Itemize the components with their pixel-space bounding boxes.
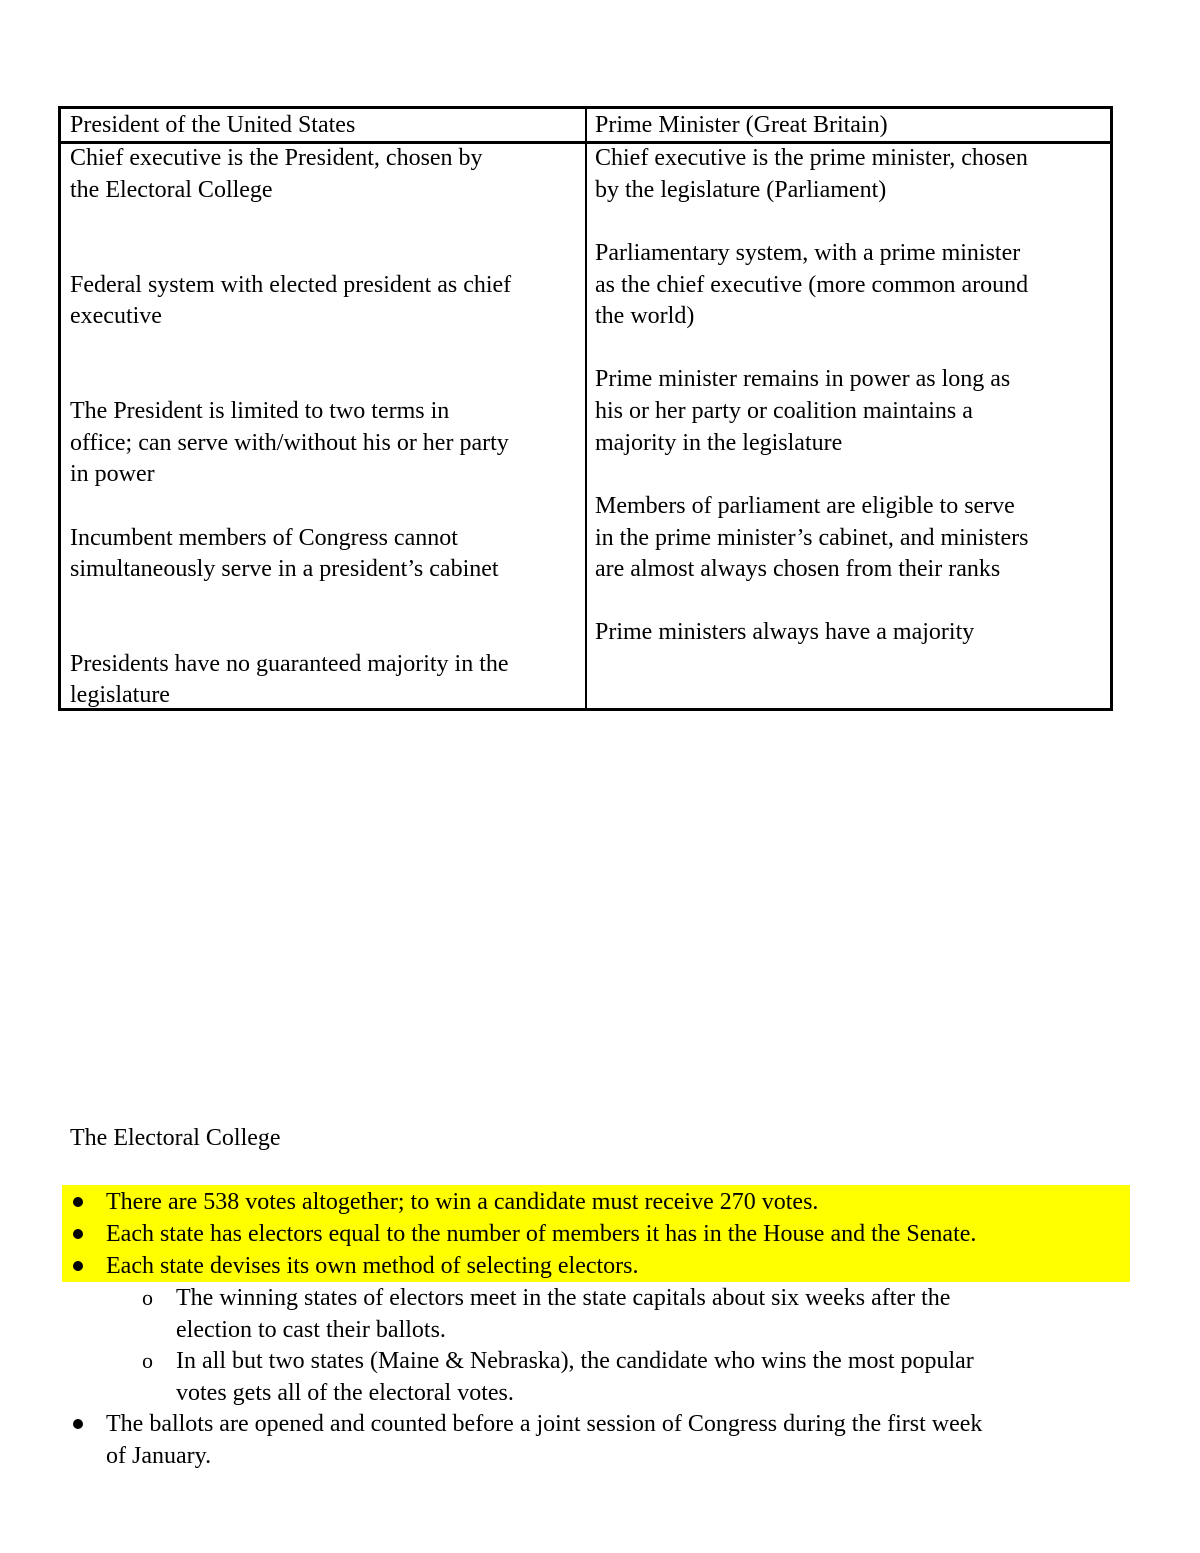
president-row-2-line-1: Federal system with elected president as chief: [70, 272, 512, 298]
president-row-5-line-2: legislature: [70, 682, 170, 708]
president-row-4-line-1: Incumbent members of Congress cannot: [70, 525, 458, 551]
pm-row-3-line-2: his or her party or coalition maintains a: [595, 398, 973, 424]
pm-row-4-line-1: Members of parliament are eligible to serve: [595, 493, 1015, 519]
bullet-icon: [73, 1229, 83, 1239]
sub-item-2-line-2: votes gets all of the electoral votes.: [176, 1380, 514, 1406]
list-item-ballots-line-2: of January.: [106, 1443, 212, 1469]
pm-row-4-line-2: in the prime minister’s cabinet, and ministers: [595, 525, 1029, 551]
pm-row-1-line-1: Chief executive is the prime minister, chosen: [595, 145, 1028, 171]
sub-bullet-icon: o: [142, 1285, 153, 1310]
pm-row-3-line-3: majority in the legislature: [595, 430, 843, 456]
list-item-ballots-line-1: The ballots are opened and counted before a joint session of Congress during the first week: [106, 1411, 983, 1437]
pm-row-1-line-2: by the legislature (Parliament): [595, 177, 887, 203]
pm-row-2-line-2: as the chief executive (more common around: [595, 272, 1029, 298]
pm-row-3-line-1: Prime minister remains in power as long as: [595, 366, 1011, 392]
pm-row-5-line-1: Prime ministers always have a majority: [595, 619, 975, 645]
list-item-votes: There are 538 votes altogether; to win a candidate must receive 270 votes.: [106, 1189, 819, 1215]
president-row-5-line-1: Presidents have no guaranteed majority in the: [70, 651, 509, 677]
list-item-electors: Each state has electors equal to the number of members it has in the House and the Senate.: [106, 1221, 977, 1247]
table-header-president: President of the United States: [70, 112, 356, 138]
table-header-prime-minister: Prime Minister (Great Britain): [595, 112, 888, 138]
bullet-icon: [73, 1419, 83, 1429]
president-row-4-line-2: simultaneously serve in a president’s cabinet: [70, 556, 499, 582]
president-row-3-line-3: in power: [70, 461, 155, 487]
pm-row-2-line-1: Parliamentary system, with a prime minister: [595, 240, 1021, 266]
president-row-1-line-2: the Electoral College: [70, 177, 273, 203]
bullet-icon: [73, 1261, 83, 1271]
president-row-3-line-1: The President is limited to two terms in: [70, 398, 450, 424]
sub-item-1-line-1: The winning states of electors meet in the state capitals about six weeks after the: [176, 1285, 951, 1311]
column-divider: [585, 109, 587, 708]
sub-bullet-icon: o: [142, 1348, 153, 1373]
president-row-1-line-1: Chief executive is the President, chosen by: [70, 145, 483, 171]
sub-item-2-line-1: In all but two states (Maine & Nebraska), the candidate who wins the most popular: [176, 1348, 974, 1374]
list-item-method: Each state devises its own method of selecting electors.: [106, 1253, 639, 1279]
bullet-icon: [73, 1197, 83, 1207]
president-row-3-line-2: office; can serve with/without his or her party: [70, 430, 509, 456]
pm-row-2-line-3: the world): [595, 303, 695, 329]
president-row-2-line-2: executive: [70, 303, 162, 329]
sub-item-1-line-2: election to cast their ballots.: [176, 1317, 446, 1343]
section-heading: The Electoral College: [70, 1125, 281, 1151]
pm-row-4-line-3: are almost always chosen from their ranks: [595, 556, 1001, 582]
